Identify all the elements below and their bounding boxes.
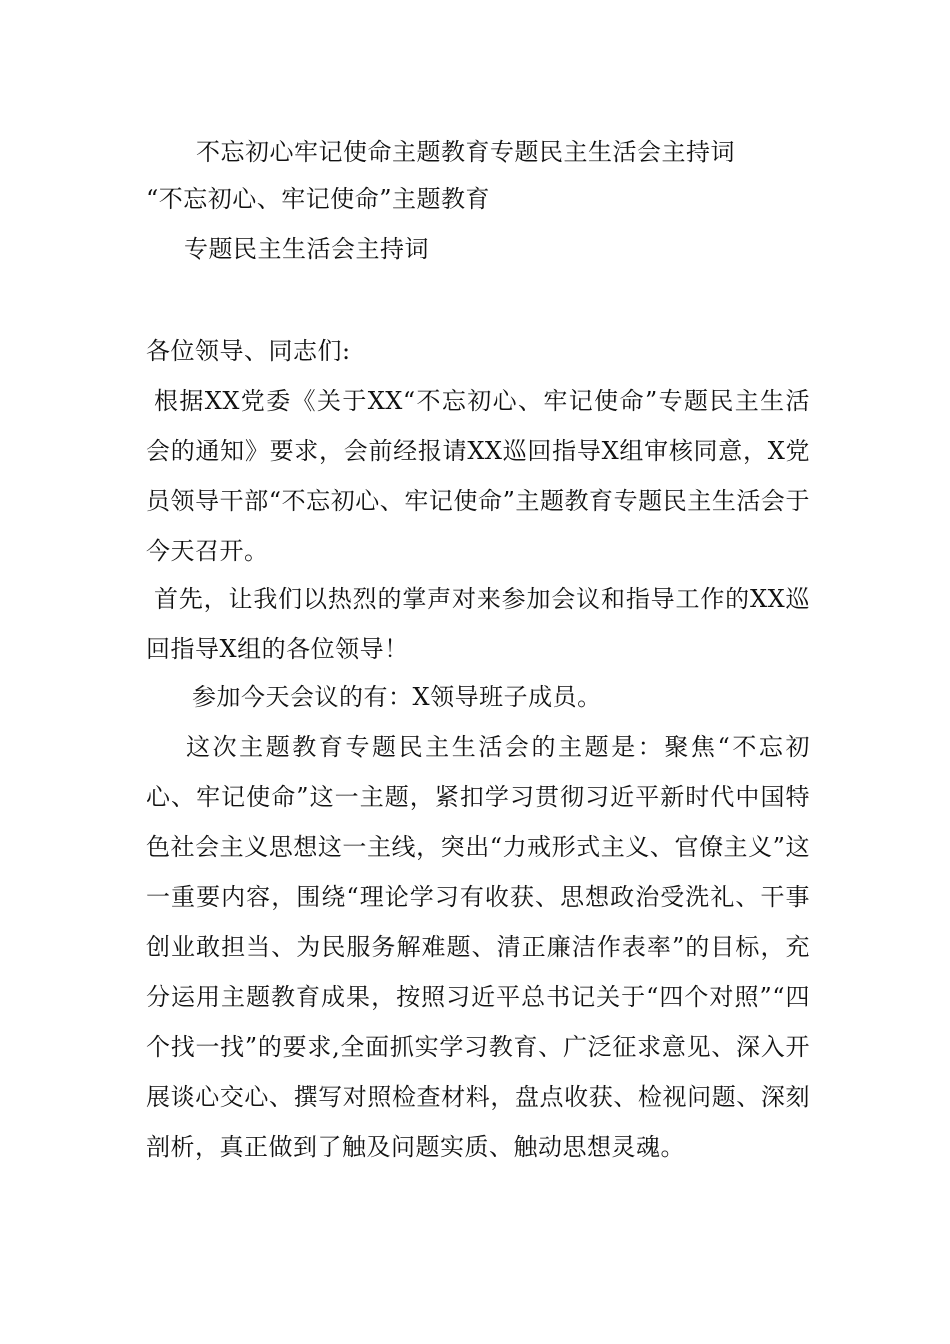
paragraph-theme: 这次主题教育专题民主生活会的主题是：聚焦“不忘初心、牢记使命”这一主题，紧扣学习贯彻习近平新时代中国特色社会主义思想这一主线，突出“力戒形式主义、官僚主义”这一重要内容，围绕“理论学习有收获、思想政治受洗礼、干事创业敢担当、为民服务解难题、清正廉洁作表率”的目标，充分运用主题教育成果，按照习近平总书记关于“四个对照”“四个找一找”的要求,全面抓实学习教育、广泛征求意见、深入开展谈心交心、撰写对照检查材料，盘点收获、检视问题、深刻剖析，真正做到了触及问题实质、触动思想灵魂。 <box>146 733 810 1161</box>
document-title-line-3: 专题民主生活会主持词 <box>184 235 429 263</box>
paragraph-welcome: 首先，让我们以热烈的掌声对来参加会议和指导工作的XX巡回指导X组的各位领导！ <box>146 585 810 663</box>
document-title-line-2: “不忘初心、牢记使命”主题教育 <box>146 185 491 213</box>
paragraph-notice: 根据XX党委《关于XX“不忘初心、牢记使命”专题民主生活会的通知》要求，会前经报请XX巡回指导X组审核同意，X党员领导干部“不忘初心、牢记使命”主题教育专题民主生活会于今天召开。 <box>146 387 810 565</box>
paragraph-attendees: 参加今天会议的有：X领导班子成员。 <box>192 683 602 711</box>
document-title-line-1: 不忘初心牢记使命主题教育专题民主生活会主持词 <box>196 138 735 166</box>
salutation: 各位领导、同志们: <box>146 337 351 365</box>
